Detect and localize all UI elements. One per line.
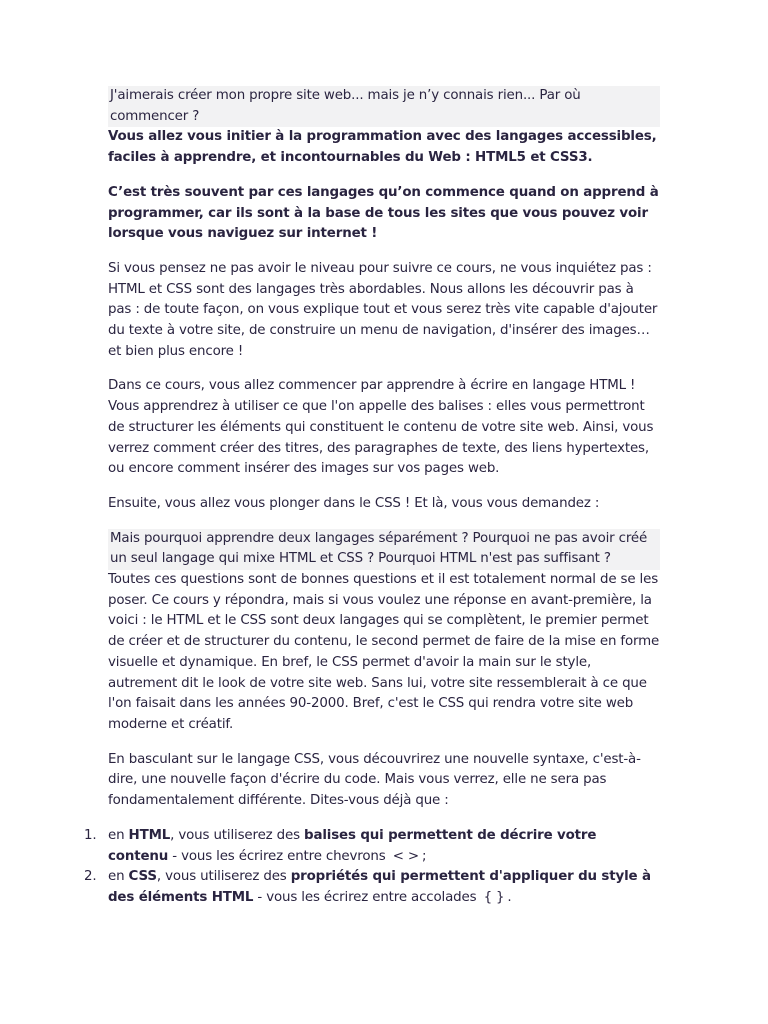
list-item-number: 1. (84, 827, 97, 843)
document-body (84, 86, 660, 909)
paragraph-2: Dans ce cours, vous allez commencer par apprendre à écrire en langage HTML ! Vous apprendrez à utiliser ce que l'on appelle des balises : elles vous permettront de structurer les éléments qui constituent le contenu de votre site web. Ainsi, vous verrez comment créer des titres, des paragraphes de texte, des liens hypertextes, ou encore comment insérer des images sur vos pages web. (108, 378, 654, 477)
list-item-text: , vous utiliserez des (156, 869, 291, 885)
list-item-text: - vous les écrirez entre chevrons (168, 848, 390, 864)
list-item (84, 826, 660, 867)
list-item-text: ; (421, 848, 427, 864)
list-item-text: , vous utiliserez des (170, 827, 305, 843)
syntax-list (84, 826, 660, 909)
list-item-term: HTML (128, 827, 171, 843)
list-item-code: { } (483, 889, 505, 905)
intro-quote: J'aimerais créer mon propre site web... mais je n’y connais rien... Par où commencer ? (108, 86, 660, 127)
paragraph-5: En basculant sur le langage CSS, vous découvrirez une nouvelle syntaxe, c'est-à-dire, une nouvelle façon d'écrire du code. Mais vous verrez, elle ne sera pas fondamentalement différente. Dites-vous déjà que : (108, 751, 641, 809)
list-item-strong: propriétés qui permettent d'appliquer du style à des éléments HTML (108, 869, 651, 905)
paragraph-4: Toutes ces questions sont de bonnes questions et il est totalement normal de se les poser. Ce cours y répondra, mais si vous voulez une réponse en avant-première, la voici : le HTML et le CSS sont deux langages qui se complètent, le premier permet de créer et de structurer du contenu, le second permet de faire de la mise en forme visuelle et dynamique. En bref, le CSS permet d'avoir la main sur le style, autrement dit le look de votre site web. Sans lui, votre site ressemblerait à ce que l'on faisait dans les années 90-2000. Bref, c'est le CSS qui rendra votre site web moderne et créatif. (108, 572, 660, 732)
lead-paragraph-1: Vous allez vous initier à la programmation avec des langages accessibles, faciles à apprendre, et incontournables du Web : HTML5 et CSS3. (108, 129, 657, 166)
lead-paragraph-2: C’est très souvent par ces langages qu’on commence quand on apprend à programmer, car ils sont à la base de tous les sites que vous pouvez voir lorsque vous naviguez sur internet ! (108, 184, 659, 242)
list-item-text: en (108, 827, 129, 843)
list-item-strong: balises qui permettent de décrire votre contenu (108, 827, 597, 864)
list-item-term: CSS (128, 869, 157, 885)
question-quote: Mais pourquoi apprendre deux langages séparément ? Pourquoi ne pas avoir créé un seul langage qui mixe HTML et CSS ? Pourquoi HTML n'est pas suffisant ? (108, 529, 660, 570)
list-item-text: - vous les écrirez entre accolades (253, 889, 481, 905)
list-item (84, 867, 660, 908)
paragraph-3: Ensuite, vous allez vous plonger dans le CSS ! Et là, vous vous demandez : (108, 495, 600, 511)
list-item-number: 2. (84, 869, 97, 885)
list-item-code: < > (392, 848, 419, 864)
paragraph-1: Si vous pensez ne pas avoir le niveau pour suivre ce cours, ne vous inquiétez pas : HTML et CSS sont des langages très abordables. Nous allons les découvrir pas à pas : de toute façon, on vous explique tout et vous serez très vite capable d'ajouter du texte à votre site, de construire un menu de navigation, d'insérer des images… et bien plus encore ! (108, 260, 658, 359)
list-item-text: . (507, 889, 512, 905)
list-item-text: en (108, 869, 129, 885)
